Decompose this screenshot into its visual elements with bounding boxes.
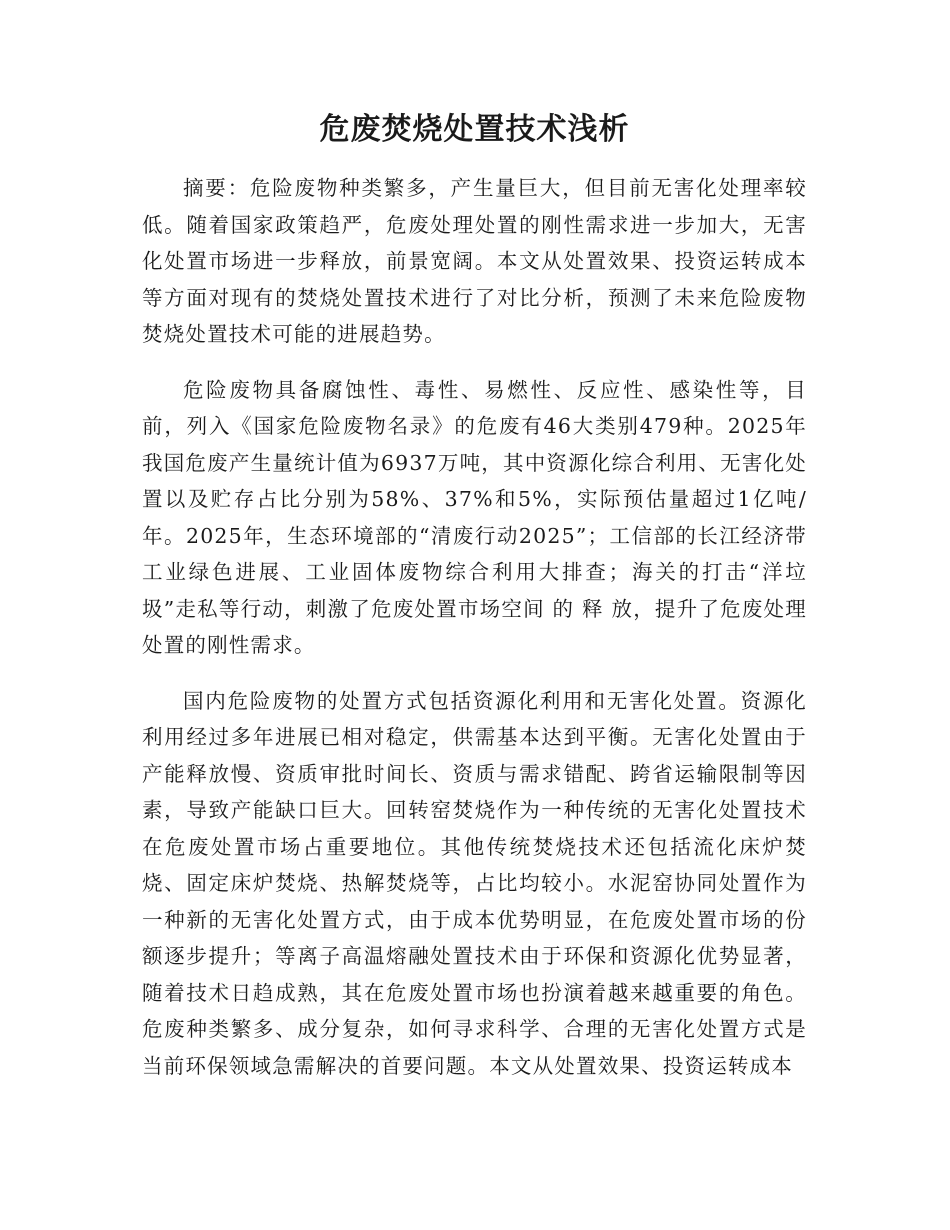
body-paragraph-2: 国内危险废物的处置方式包括资源化利用和无害化处置。资源化利用经过多年进展已相对稳定，供需基本达到平衡。无害化处置由于产能释放慢、资质审批时间长、资质与需求错配、跨省运输限制等因素，导致产能缺口巨大。回转窑焚烧作为一种传统的无害化处置技术在危废处置市场占重要地位。其他传统焚烧技术还包括流化床炉焚烧、固定床炉焚烧、热解焚烧等，占比均较小。水泥窑协同处置作为一种新的无害化处置方式，由于成本优势明显，在危废处置市场的份额逐步提升；等离子高温熔融处置技术由于环保和资源化优势显著，随着技术日趋成熟，其在危废处置市场也扮演着越来越重要的角色。危废种类繁多、成分复杂，如何寻求科学、合理的无害化处置方式是当前环保领域急需解决的首要问题。本文从处置效果、投资运转成本 xyxy=(142,688,807,1078)
abstract-paragraph: 摘要：危险废物种类繁多，产生量巨大，但目前无害化处理率较低。随着国家政策趋严，危废处理处置的刚性需求进一步加大，无害化处置市场进一步释放，前景宽阔。本文从处置效果、投资运转成本等方面对现有的焚烧处置技术进行了对比分析，预测了未来危险废物焚烧处置技术可能的进展趋势。 xyxy=(142,176,807,346)
document-page xyxy=(142,110,807,1084)
paragraph-gap xyxy=(142,664,807,683)
body-paragraph-1: 危险废物具备腐蚀性、毒性、易燃性、反应性、感染性等，目前，列入《国家危险废物名录》的危废有46大类别479种。2025年我国危废产生量统计值为6937万吨，其中资源化综合利用、无害化处置以及贮存占比分别为58%、37%和5%，实际预估量超过1亿吨/年。2025年，生态环境部的“清废行动2025”；工信部的长江经济带工业绿色进展、工业固体废物综合利用大排查；海关的打击“洋垃圾”走私等行动，刺激了危废处置市场空间 的 释 放，提升了危废处理处置的刚性需求。 xyxy=(142,377,807,657)
document-title: 危废焚烧处置技术浅析 xyxy=(319,112,630,147)
paragraph-gap xyxy=(142,353,807,372)
